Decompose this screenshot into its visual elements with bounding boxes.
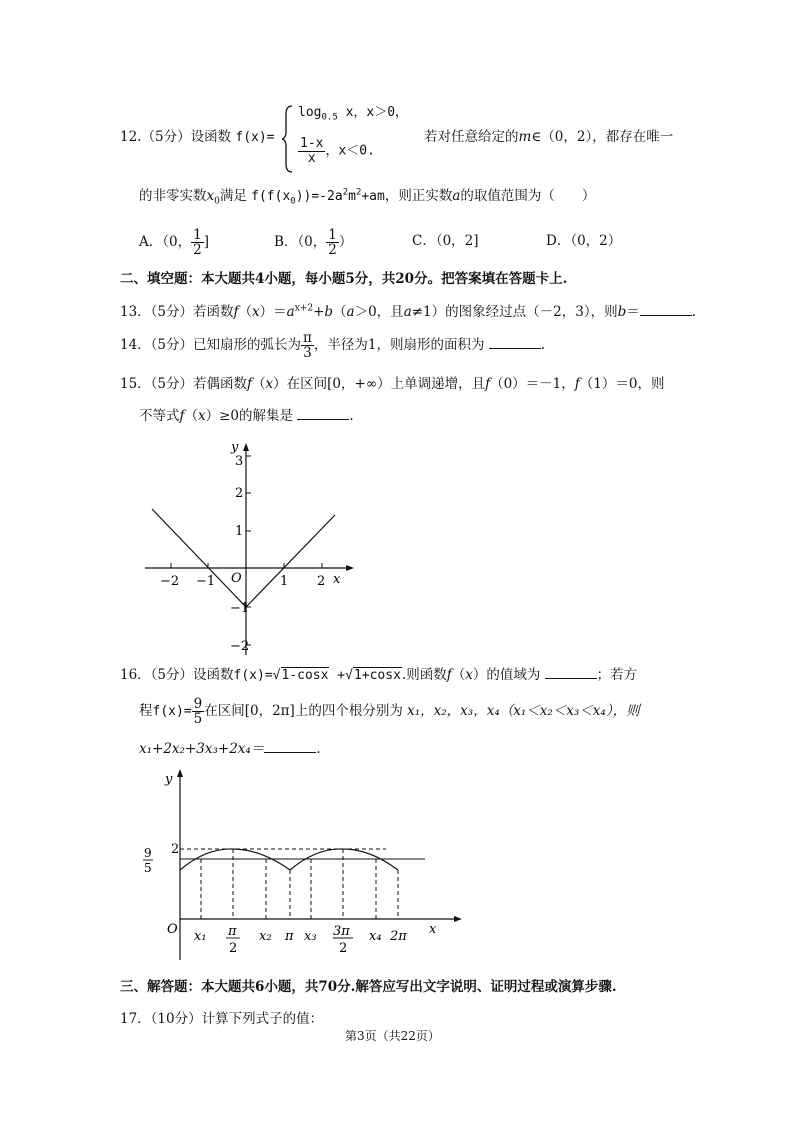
page-footer: 第3页（共22页） — [345, 1029, 440, 1043]
y-axis-arrow — [177, 769, 183, 777]
q12-option-d: D．（0，2） — [546, 233, 622, 249]
graph1-ytick-neg2: −2 — [230, 639, 250, 654]
q14: 14．（5分）已知扇形的弧长为 $\frac{\pi}{3}$ ，半径为1，则扇形的面积为 . — [120, 330, 546, 362]
q16-line1: 16．（5分）设函数f(x)=√1-cosx +√1+cosx.则函数f（x）的值域为 ；若方 — [120, 667, 638, 683]
q12-case2: $\frac{1-x}{x}$ ，x＜0. — [300, 136, 375, 166]
graph1-curve — [152, 509, 335, 607]
graph2-ytick-num: 9 — [144, 846, 152, 860]
x-axis-arrow — [454, 916, 462, 922]
q16-answer-blank-2 — [264, 740, 316, 753]
q12-option-b: B．（0， $\frac{1}{2}$ ） — [274, 227, 353, 259]
q16-line2: 程f(x)= $\frac{9}{5}$ 在区间[0，2π]上的四个根分别为 x₁，x₂，x₃，x₄（x₁＜x₂＜x₃＜x₄），则 — [139, 696, 640, 728]
q13-answer-blank — [640, 303, 692, 316]
graph1-x-label: x — [333, 572, 341, 587]
q14-answer-blank — [489, 336, 541, 349]
graph2-ytick-2: 2 — [171, 842, 180, 857]
graph1-xtick-1: 1 — [280, 574, 289, 589]
graph2-origin: O — [167, 922, 178, 937]
graph2-ytick-den: 5 — [144, 861, 152, 875]
graph-abs-function — [140, 435, 360, 660]
q12-option-a: A．（0， $\frac{1}{2}$ ] — [139, 227, 209, 259]
graph1-ytick-neg1: −1 — [230, 601, 250, 616]
q13: 13．（5分）若函数$f(x)=a^{x+2}+b(a>0$，且a≠1）的图象经过点（－2，3），则b＝ . — [120, 303, 697, 320]
graph2-xlabel-pi-half-den: 2 — [229, 941, 238, 956]
graph2-xlabel-pi-half-num: π — [228, 924, 237, 939]
piecewise-brace — [282, 104, 294, 174]
graph1-origin: O — [231, 571, 242, 586]
graph2-xlabel-3pi-half-num: 3π — [333, 924, 350, 939]
q15-answer-blank — [297, 407, 349, 420]
q16-answer-blank-1 — [545, 666, 597, 679]
q15-line1: 15．（5分）若偶函数f（x）在区间[0，+∞）上单调递增，且f（0）＝－1，f（1）＝0，则 — [120, 376, 665, 392]
graph1-xtick-2: 2 — [317, 574, 326, 589]
y-axis-arrow — [243, 443, 249, 451]
q12-condition: 若对任意给定的m∈（0，2），都存在唯一 — [424, 129, 674, 145]
graph1-ytick-1: 1 — [235, 524, 244, 539]
x-axis-arrow — [346, 565, 354, 571]
graph1-ytick-3: 3 — [235, 454, 244, 469]
graph-sqrt-cos-function — [140, 765, 465, 965]
graph2-xlabel-x4: x₄ — [369, 929, 382, 944]
graph2-xlabel-3pi-half-den: 2 — [339, 941, 348, 956]
q16-line3: x₁+2x₂+3x₃+2x₄＝ . — [139, 741, 321, 757]
graph2-y-label: y — [165, 772, 173, 787]
graph2-xlabel-x3: x₃ — [304, 929, 317, 944]
q12-line2: 的非零实数$x_0$满足 $f(f(x_0))=-2a^2m^2+am$，则正实数a的取值范围为（ ） — [139, 187, 596, 207]
q12-number: 12.（5分）设函数 f(x)= — [120, 129, 275, 145]
section3-heading: 三、解答题：本大题共6小题，共70分.解答应写出文字说明、证明过程或演算步骤. — [120, 979, 617, 995]
graph1-y-label: y — [231, 440, 239, 455]
graph2-xlabel-pi: π — [285, 929, 294, 944]
q17: 17．（10分）计算下列式子的值： — [120, 1011, 324, 1027]
q15-line2: 不等式f（x）≥0的解集是 . — [139, 408, 354, 424]
q12-case1: $\log_{0.5} x$，x＞0， — [298, 105, 409, 123]
graph1-xtick-neg2: −2 — [160, 574, 180, 589]
graph2-xlabel-x2: x₂ — [259, 929, 272, 944]
graph2-xlabel-x1: x₁ — [194, 929, 207, 944]
graph2-x-label: x — [429, 922, 437, 937]
graph1-ytick-2: 2 — [235, 486, 244, 501]
q12-option-c: C．（0，2] — [412, 233, 479, 249]
graph1-xtick-neg1: −1 — [196, 574, 216, 589]
section2-heading: 二、填空题：本大题共4小题，每小题5分，共20分。把答案填在答题卡上. — [120, 271, 568, 287]
graph2-xlabel-2pi: 2π — [390, 929, 407, 944]
